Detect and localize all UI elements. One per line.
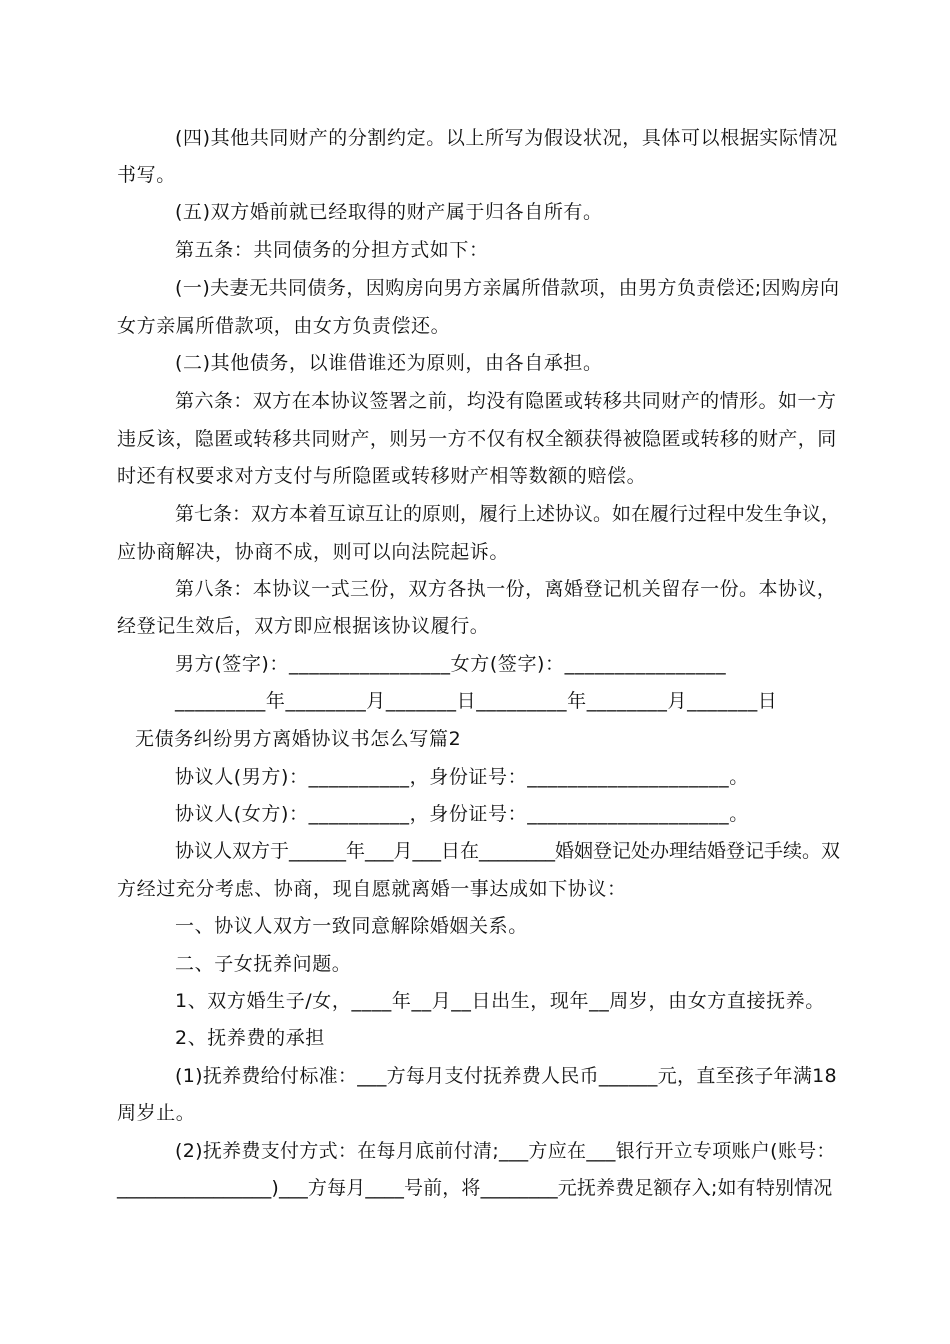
paragraph-line: (五)双方婚前就已经取得的财产属于归各自所有。 xyxy=(175,201,603,223)
section-heading: 第五条：共同债务的分担方式如下： xyxy=(175,239,489,261)
paragraph-line: 二、子女抚养问题。 xyxy=(175,953,352,975)
signature-line: 男方(签字)：________________女方(签字)：________________ xyxy=(175,653,727,675)
paragraph-line: 第六条：双方在本协议签署之前，均没有隐匿或转移共同财产的情形。如一方 xyxy=(175,390,837,412)
party-line: 协议人(女方)：__________，身份证号：____________________。 xyxy=(175,803,749,825)
paragraph-line: 1、双方婚生子/女，____年__月__日出生，现年__周岁，由女方直接抚养。 xyxy=(175,990,825,1012)
paragraph-line: 时还有权要求对方支付与所隐匿或转移财产相等数额的赔偿。 xyxy=(117,465,647,487)
paragraph-line: (四)其他共同财产的分割约定。以上所写为假设状况，具体可以根据实际情况 xyxy=(175,127,838,149)
paragraph-line: 2、抚养费的承担 xyxy=(175,1027,325,1049)
paragraph-line: 协议人双方于______年___月___日在________婚姻登记处办理结婚登记手续。双 xyxy=(175,840,841,862)
paragraph-line: 方经过充分考虑、协商，现自愿就离婚一事达成如下协议： xyxy=(117,878,627,900)
paragraph-line: 女方亲属所借款项，由女方负责偿还。 xyxy=(117,315,451,337)
date-line: _________年________月_______日_________年________月_______日 xyxy=(175,690,778,712)
paragraph-line: 一、协议人双方一致同意解除婚姻关系。 xyxy=(175,915,528,937)
paragraph-line: 第八条：本协议一式三份，双方各执一份，离婚登记机关留存一份。本协议， xyxy=(175,578,837,600)
paragraph-line: 周岁止。 xyxy=(117,1102,196,1124)
section-title: 无债务纠纷男方离婚协议书怎么写篇2 xyxy=(135,728,462,750)
paragraph-line: ________________)___方每月____号前，将________元抚养费足额存入;如有特别情况 xyxy=(117,1177,833,1199)
paragraph-line: 违反该，隐匿或转移共同财产，则另一方不仅有权全额获得被隐匿或转移的财产，同 xyxy=(117,428,837,450)
paragraph-line: 书写。 xyxy=(117,164,176,186)
paragraph-line: (2)抚养费支付方式：在每月底前付清;___方应在___银行开立专项账户(账号： xyxy=(175,1140,836,1162)
paragraph-line: 第七条：双方本着互谅互让的原则，履行上述协议。如在履行过程中发生争议， xyxy=(175,503,841,525)
paragraph-line: 应协商解决，协商不成，则可以向法院起诉。 xyxy=(117,541,510,563)
party-line: 协议人(男方)：__________，身份证号：____________________。 xyxy=(175,766,749,788)
paragraph-line: 经登记生效后，双方即应根据该协议履行。 xyxy=(117,615,490,637)
paragraph-line: (一)夫妻无共同债务，因购房向男方亲属所借款项，由男方负责偿还;因购房向 xyxy=(175,277,840,299)
paragraph-line: (1)抚养费给付标准：___方每月支付抚养费人民币______元，直至孩子年满18 xyxy=(175,1065,837,1087)
paragraph-line: (二)其他债务，以谁借谁还为原则，由各自承担。 xyxy=(175,352,603,374)
